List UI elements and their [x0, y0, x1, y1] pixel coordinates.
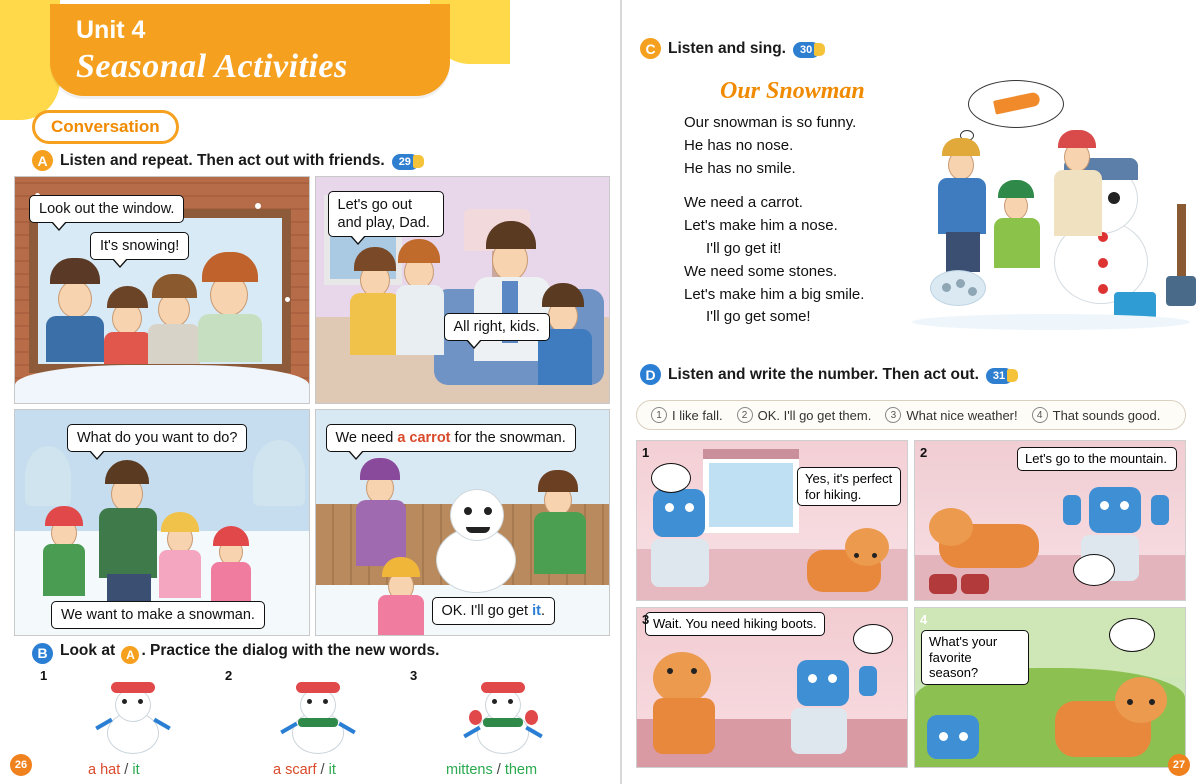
speech-bubble-4a — [326, 424, 576, 452]
robot-eye-left — [665, 503, 674, 512]
answer-text: That sounds good. — [1052, 407, 1161, 423]
speech-bubble-1a: Look out the window. — [29, 195, 184, 223]
activity-b-header — [32, 642, 439, 664]
person-body-4 — [198, 314, 262, 362]
page-number-right: 27 — [1168, 754, 1190, 776]
cat-body-3 — [653, 698, 715, 754]
robot-eye-right — [685, 503, 694, 512]
snow-ledge — [15, 365, 309, 403]
activity-d-grid — [636, 440, 1186, 768]
d-panel-3-empty-bubble[interactable] — [853, 624, 893, 654]
kid-pants-song-1 — [946, 232, 980, 272]
comic-panel-2 — [315, 176, 611, 404]
robot-eye-right — [959, 732, 968, 741]
d-panel-1-number: 1 — [642, 445, 650, 460]
lyric-spacer — [684, 180, 914, 192]
curtain-rod — [703, 449, 799, 459]
kid-body-a — [43, 544, 85, 596]
boy-body-4 — [534, 512, 586, 574]
answer-text: I like fall. — [672, 407, 723, 423]
cat-eye-left — [1127, 699, 1133, 705]
activity-d-letter: D — [640, 364, 661, 385]
comic-panel-4 — [315, 409, 611, 637]
kid-body-song-2 — [994, 218, 1040, 268]
item-3-separator: / — [496, 762, 501, 778]
activity-b-letter: B — [32, 643, 53, 664]
robot-arm-right — [1151, 495, 1169, 525]
highlight-it: it — [532, 602, 541, 619]
song-illustration — [912, 80, 1190, 330]
kid-hat-song-3 — [1058, 130, 1096, 148]
item-number: 3 — [410, 668, 418, 683]
kid-body-c — [211, 562, 251, 606]
lyric-line: We need a carrot. — [684, 194, 803, 212]
activity-c-letter: C — [640, 38, 661, 59]
bubble-4a-text: We need a carrot for the snowman. — [335, 429, 566, 446]
santa-hat — [481, 682, 525, 693]
snowman-eye-right — [484, 507, 492, 515]
santa-hat — [296, 682, 340, 693]
activity-c-instruction: Listen and sing. — [668, 39, 786, 57]
kid-body-song-3 — [1054, 170, 1102, 236]
item-1-pronoun: it — [132, 762, 140, 778]
activity-b-instruction — [60, 642, 439, 664]
speech-bubble-2a: Let's go out and play, Dad. — [328, 191, 444, 237]
lyric-line: I'll go get some! — [706, 308, 811, 326]
answer-option-4[interactable] — [1032, 407, 1161, 423]
eye-left — [122, 699, 127, 704]
d-panel-4-number: 4 — [920, 612, 928, 627]
ground-snow — [912, 314, 1190, 330]
item-number: 1 — [40, 668, 48, 683]
answer-number: 2 — [737, 407, 753, 423]
cat-eye-right — [872, 553, 877, 558]
cat-eye-right — [691, 668, 697, 674]
stone — [942, 283, 951, 292]
audio-button-30[interactable] — [793, 40, 828, 58]
robot-arm-left — [1063, 495, 1081, 525]
activity-d-instruction: Listen and write the number. Then act out. — [668, 365, 979, 383]
speech-bubble-1b: It's snowing! — [90, 232, 189, 260]
d-panel-2-bubble: Let's go to the mountain. — [1017, 447, 1177, 471]
lyric-line: Our snowman is so funny. — [684, 114, 857, 131]
comic-panel-1 — [14, 176, 310, 404]
mitten-right — [525, 710, 538, 725]
robot-body-3 — [791, 708, 847, 754]
activity-c-header — [640, 38, 828, 59]
activity-b-ref-letter: A — [121, 646, 139, 664]
cat-eye-left — [667, 668, 673, 674]
stone — [968, 287, 977, 296]
snowman-eye-left — [464, 507, 472, 515]
answer-text: What nice weather! — [906, 407, 1018, 423]
activity-b-item-3 — [410, 668, 595, 778]
comic-grid — [14, 176, 610, 636]
audio-button-29[interactable] — [392, 152, 427, 170]
cat-head-1 — [845, 528, 889, 566]
activity-b-item-2 — [225, 668, 410, 778]
item-number: 2 — [225, 668, 233, 683]
robot-head-3 — [797, 660, 849, 706]
kid-body-1 — [350, 293, 400, 355]
d-panel-3-bubble: Wait. You need hiking boots. — [645, 612, 825, 636]
lyric-line: We need some stones. — [684, 262, 838, 280]
santa-hat — [111, 682, 155, 693]
activity-a-header — [32, 150, 427, 171]
lyric-line: He has no smile. — [684, 159, 796, 177]
kid-body-2 — [396, 285, 444, 355]
snow-tree — [253, 440, 305, 506]
eye-right — [138, 699, 143, 704]
answer-number: 1 — [651, 407, 667, 423]
activity-b-instruction-part2: . Practice the dialog with the new words. — [141, 642, 440, 659]
robot-eye-left — [808, 674, 817, 683]
unit-banner — [50, 4, 450, 96]
robot-eye-left — [1100, 501, 1109, 510]
robot-eye-left — [939, 732, 948, 741]
unit-title: Seasonal Activities — [76, 48, 348, 85]
song-title: Our Snowman — [720, 78, 865, 104]
snowman-with-scarf — [280, 682, 356, 756]
item-3-words — [446, 762, 537, 778]
snowman-head — [300, 688, 336, 722]
boots — [961, 574, 989, 594]
answer-option-2[interactable] — [737, 407, 872, 423]
snow-tree — [25, 446, 71, 506]
small-girl-body-4 — [378, 595, 424, 635]
lyric-line: Let's make him a nose. — [684, 217, 838, 235]
shovel-blade — [1166, 276, 1196, 306]
snowman-mouth — [466, 527, 490, 533]
kid-body-song-1 — [938, 178, 986, 234]
comic-panel-3 — [14, 409, 310, 637]
eye-left — [307, 699, 312, 704]
bubble-4b-text: OK. I'll go get it. — [441, 602, 546, 619]
robot-head-1 — [653, 489, 705, 537]
scarf — [298, 718, 338, 727]
item-1-word: a hat — [88, 762, 121, 778]
girl-body-4 — [356, 500, 406, 566]
person-body-2 — [104, 332, 152, 364]
robot-eye-right — [1120, 501, 1129, 510]
section-tag-conversation: Conversation — [32, 110, 179, 144]
activity-a-instruction: Listen and repeat. Then act out with friends. — [60, 151, 385, 169]
kid-hat-song-2 — [998, 180, 1034, 198]
window-1 — [703, 457, 799, 533]
page-number-left: 26 — [10, 754, 32, 776]
audio-button-31[interactable] — [986, 366, 1021, 384]
activity-b-item-1 — [40, 668, 225, 778]
song-lyrics — [684, 112, 914, 329]
answer-number: 4 — [1032, 407, 1048, 423]
d-panel-2-empty-bubble[interactable] — [1073, 554, 1115, 586]
snowman-with-hat — [95, 682, 171, 756]
d-panel-2-number: 2 — [920, 445, 928, 460]
snowman-head — [450, 489, 504, 541]
item-2-pronoun: it — [328, 762, 336, 778]
d-panel-1 — [636, 440, 908, 601]
lyric-line: He has no nose. — [684, 136, 794, 154]
lyric-line: I'll go get it! — [706, 239, 782, 257]
eye-left — [492, 699, 497, 704]
snowflake — [285, 297, 290, 302]
d-panel-1-empty-bubble[interactable] — [651, 463, 691, 493]
item-2-word: a scarf — [273, 762, 317, 778]
d-panel-3-number: 3 — [642, 612, 650, 627]
person-head-1 — [58, 280, 92, 318]
item-1-separator: / — [124, 762, 129, 778]
cat-eye-left — [854, 553, 859, 558]
activity-d-header — [640, 364, 1021, 385]
answer-option-3[interactable] — [885, 407, 1017, 423]
cat-head-2 — [929, 508, 973, 546]
item-3-word: mittens — [446, 762, 493, 778]
speech-bubble-2b: All right, kids. — [444, 313, 550, 341]
unit-number: Unit 4 — [76, 16, 146, 44]
robot-eye-right — [828, 674, 837, 683]
right-page — [622, 0, 1200, 784]
activity-b-instruction-part1: Look at — [60, 642, 116, 659]
snowman-with-mittens — [465, 682, 541, 756]
audio-track-label: 31 — [986, 368, 1013, 384]
snowman-button — [1098, 258, 1108, 268]
snowflake — [255, 203, 261, 209]
answer-bank — [636, 400, 1186, 430]
robot-body-1 — [651, 539, 709, 587]
snowman-head — [485, 688, 521, 722]
kid-hat-song-1 — [942, 138, 980, 156]
audio-track-label: 30 — [793, 42, 820, 58]
d-panel-4-empty-bubble[interactable] — [1109, 618, 1155, 652]
item-1-words — [88, 762, 140, 778]
mitten-left — [469, 710, 482, 725]
audio-track-label: 29 — [392, 154, 419, 170]
robot-head-2 — [1089, 487, 1141, 533]
snowball-pile — [930, 270, 986, 306]
speech-bubble-4b — [432, 597, 556, 625]
eye-right — [508, 699, 513, 704]
snowman-button — [1098, 284, 1108, 294]
d-panel-4-bubble: What's your favorite season? — [921, 630, 1029, 685]
cat-head-3 — [653, 652, 711, 704]
item-2-words — [273, 762, 336, 778]
answer-number: 3 — [885, 407, 901, 423]
lyric-line: Let's make him a big smile. — [684, 285, 865, 303]
cat-eye-right — [1149, 699, 1155, 705]
dad-body-3 — [99, 508, 157, 578]
robot-4 — [927, 715, 979, 759]
kid-body-b — [159, 550, 201, 598]
answer-option-1[interactable] — [651, 407, 723, 423]
cat-head-4 — [1115, 677, 1167, 723]
speech-bubble-3b: We want to make a snowman. — [51, 601, 265, 629]
d-panel-1-bubble: Yes, it's perfect for hiking. — [797, 467, 901, 506]
d-panel-2 — [914, 440, 1186, 601]
robot-arm-3 — [859, 666, 877, 696]
eye-right — [323, 699, 328, 704]
snowman-head — [115, 688, 151, 722]
d-panel-3 — [636, 607, 908, 768]
scarf — [483, 718, 523, 727]
speech-bubble-3a: What do you want to do? — [67, 424, 247, 452]
activity-b-items — [40, 668, 620, 778]
person-body-1 — [46, 316, 104, 362]
snowman-eye-right — [1108, 192, 1120, 204]
stone — [956, 279, 965, 288]
activity-a-letter: A — [32, 150, 53, 171]
item-2-separator: / — [320, 762, 325, 778]
person-body-3 — [148, 324, 200, 364]
answer-text: OK. I'll go get them. — [757, 407, 872, 423]
highlight-a-carrot: a carrot — [397, 429, 451, 446]
boots — [929, 574, 957, 594]
item-3-pronoun: them — [504, 762, 538, 778]
d-panel-4 — [914, 607, 1186, 768]
